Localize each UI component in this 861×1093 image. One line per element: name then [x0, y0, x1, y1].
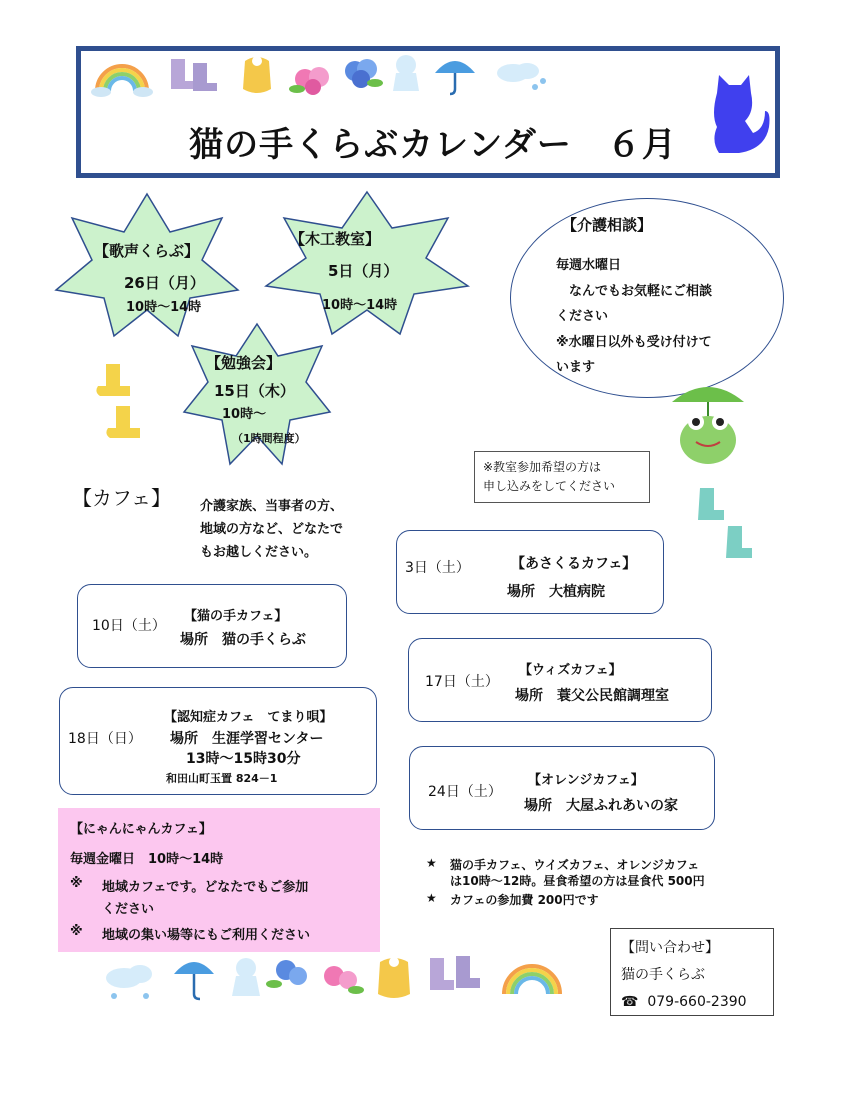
cafe-intro-line: もお越しください。 [200, 545, 318, 560]
bib-icon [378, 957, 410, 998]
bottom-decorations [94, 950, 594, 1006]
footnote-mark: ★ [426, 891, 437, 905]
kaigo-heading: 【介護相談】 [562, 216, 653, 234]
mokko-time: 10時～14時 [322, 298, 398, 313]
footnote-line: 猫の手カフェ、ウイズカフェ、オレンジカフェ [450, 858, 700, 872]
hydrangea-icon [289, 61, 337, 97]
kaigo-line: なんでもお気軽にご相談 [556, 284, 713, 299]
cafe-date: 10日（土） [92, 618, 166, 634]
cafe-card [396, 530, 664, 614]
notice-line: ※教室参加希望の方は [483, 460, 602, 474]
cafe-heading: 【カフェ】 [72, 486, 171, 510]
cafe-place: 場所 猫の手くらぶ [180, 632, 306, 648]
umbrella-icon [431, 53, 479, 97]
mokko-heading: 【木工教室】 [290, 230, 381, 248]
bib-icon [237, 53, 277, 97]
kaigo-line: ください [556, 309, 609, 324]
nyan-note-line: ください [102, 902, 155, 917]
mokko-date: 5日（月） [328, 262, 399, 280]
cafe-address: 和田山町玉置 824－1 [166, 772, 278, 785]
contact-phone[interactable]: 079-660-2390 [647, 994, 747, 1010]
teru-teru-bozu-icon [389, 53, 423, 93]
hydrangea-blue-icon [266, 960, 307, 988]
rain-boots-icon [163, 55, 223, 95]
notice-line: 申し込みをしてください [483, 479, 616, 493]
benkyo-heading: 【勉強会】 [206, 354, 282, 372]
cafe-time: 13時～15時30分 [186, 751, 301, 767]
contact-heading: 【問い合わせ】 [621, 940, 719, 956]
cafe-intro [200, 495, 343, 564]
cafe-name: 【猫の手カフェ】 [184, 609, 288, 624]
header-frame [76, 46, 780, 178]
kaigo-line: います [556, 360, 596, 375]
cafe-name: 【ウィズカフェ】 [519, 663, 622, 678]
nyan-cafe-box [58, 808, 380, 952]
cafe-name: 【あさくるカフェ】 [511, 556, 637, 572]
cafe-name: 【オレンジカフェ】 [528, 773, 644, 788]
cafe-intro-line: 地域の方など、どなたで [200, 522, 344, 537]
cafe-date: 18日（日） [68, 731, 142, 747]
contact-box [610, 928, 774, 1016]
cafe-card [59, 687, 377, 795]
cafe-place: 場所 大屋ふれあいの家 [524, 798, 678, 814]
kasei-heading: 【歌声くらぶ】 [94, 242, 200, 260]
cafe-date: 24日（土） [428, 784, 502, 800]
contact-phone-row [621, 989, 763, 1016]
benkyo-time: 10時～ [222, 407, 267, 422]
contact-org: 猫の手くらぶ [621, 967, 705, 983]
hydrangea-blue-icon [337, 55, 385, 93]
cafe-card [77, 584, 347, 668]
rainbow-icon [504, 966, 560, 994]
kaigo-line: ※水曜日以外も受け付けて [556, 335, 712, 350]
footnote-line: カフェの参加費 200円です [450, 893, 599, 907]
nyan-note-line: 地域の集い場等にもご利用ください [102, 928, 311, 943]
cafe-place: 場所 大植病院 [507, 584, 605, 600]
nyan-note-line: 地域カフェです。どなたでもご参加 [102, 880, 309, 895]
nyan-note-mark: ※ [70, 924, 83, 939]
classroom-notice [474, 451, 650, 503]
cafe-date: 3日（土） [405, 560, 470, 576]
star-kasei [52, 190, 242, 340]
cloud-rain-icon [106, 965, 152, 999]
kasei-time: 10時～14時 [126, 300, 202, 315]
rain-boots-icon [430, 956, 480, 990]
yellow-boots-icon [86, 362, 146, 442]
frog-icon [668, 376, 748, 472]
kasei-date: 26日（月） [124, 274, 205, 292]
hydrangea-icon [324, 966, 364, 994]
cafe-card [408, 638, 712, 722]
footnote-mark: ★ [426, 856, 437, 870]
cafe-intro-line: 介護家族、当事者の方、 [200, 499, 344, 514]
benkyo-date: 15日（木） [214, 382, 295, 400]
teru-teru-bozu-icon [232, 958, 260, 996]
cat-icon [709, 71, 773, 155]
cafe-place: 場所 生涯学習センター [170, 731, 324, 747]
nyan-heading: 【にゃんにゃんカフェ】 [70, 822, 212, 837]
cafe-date: 17日（土） [425, 674, 499, 690]
nyan-note-mark: ※ [70, 876, 83, 891]
teal-boots-icon [694, 486, 758, 566]
cafe-name: 【認知症カフェ てまり唄】 [164, 710, 333, 725]
kaigo-line: 毎週水曜日 [556, 258, 622, 273]
nyan-schedule: 毎週金曜日 10時～14時 [70, 852, 224, 867]
footnote-line: は10時～12時。昼食希望の方は昼食代 500円 [450, 874, 705, 888]
benkyo-note: （1時間程度） [232, 432, 306, 445]
umbrella-icon [174, 962, 214, 999]
cafe-place: 場所 蓑父公民館調理室 [515, 688, 669, 704]
page-title: 猫の手くらぶカレンダー ６月 [189, 125, 677, 165]
phone-icon: ☎ [621, 994, 639, 1010]
cafe-card [409, 746, 715, 830]
rainbow-icon [91, 57, 153, 97]
cloud-rain-icon [491, 59, 551, 95]
